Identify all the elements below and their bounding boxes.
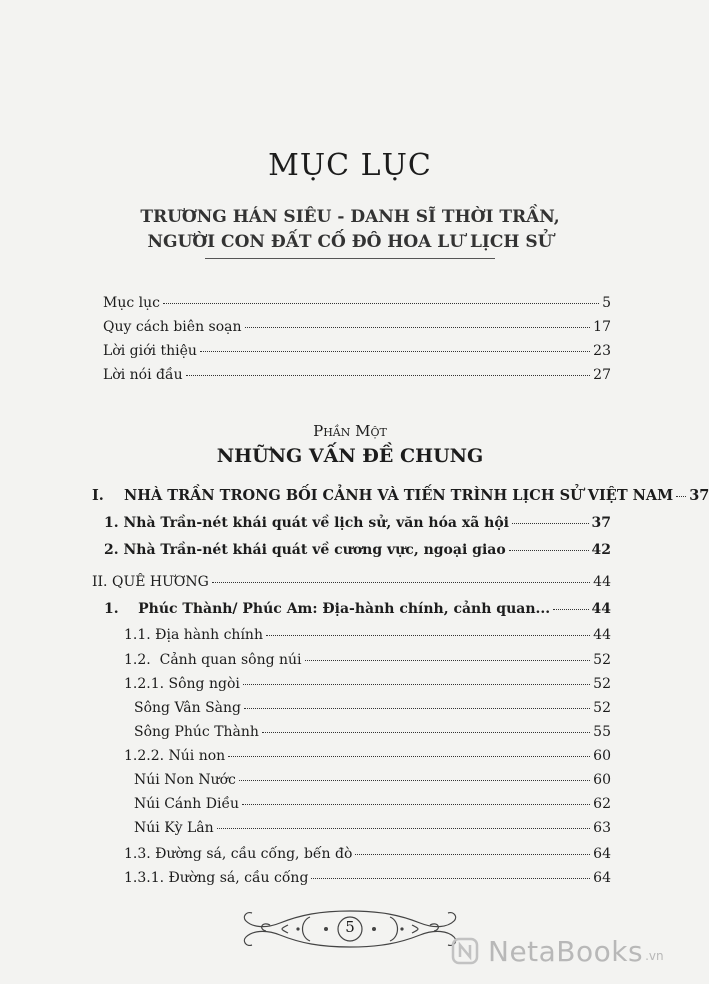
toc-entry <box>124 748 611 764</box>
leader-dots <box>243 684 590 685</box>
toc-entry-page: 44 <box>593 627 611 643</box>
toc-entry-label: 1. Phúc Thành/ Phúc Am: Địa-hành chính, cảnh quan... <box>104 601 551 617</box>
toc-entry-label: Núi Kỳ Lân <box>134 820 214 836</box>
leader-dots <box>512 523 589 524</box>
toc-entry-page: 52 <box>593 652 611 668</box>
toc-entry <box>104 601 611 617</box>
leader-dots <box>245 327 591 328</box>
leader-dots <box>212 582 590 583</box>
leader-dots <box>200 351 590 352</box>
toc-entry-page: 62 <box>593 796 611 812</box>
toc-entry-label: Sông Vân Sàng <box>134 700 242 716</box>
toc-entry-page: 60 <box>593 748 611 764</box>
part-label: Phần Một <box>313 422 387 440</box>
toc-entry-page: 44 <box>593 574 611 590</box>
part-title: NHỮNG VẤN ĐỀ CHUNG <box>216 445 484 467</box>
toc-entry <box>124 627 611 643</box>
toc-entry <box>134 700 611 716</box>
toc-entry-page: 17 <box>593 319 611 335</box>
toc-entry-page: 60 <box>593 772 611 788</box>
toc-entry-label: II. QUÊ HƯƠNG <box>92 574 209 590</box>
leader-dots <box>676 496 686 497</box>
toc-entry-label: 1.3. Đường sá, cầu cống, bến đò <box>124 846 353 862</box>
netabooks-logo-icon <box>450 936 480 966</box>
toc-entry-label: 1.2.1. Sông ngòi <box>124 676 240 692</box>
toc-entry-label: Mục lục <box>103 295 160 311</box>
toc-title: MỤC LỤC <box>268 148 432 183</box>
toc-entry <box>134 820 611 836</box>
toc-entry-page: 64 <box>593 846 611 862</box>
toc-entry <box>92 487 709 504</box>
toc-entry-page: 52 <box>593 676 611 692</box>
leader-dots <box>186 375 591 376</box>
leader-dots <box>553 609 588 610</box>
watermark-text: NetaBooks <box>488 934 644 968</box>
toc-entry-page: 42 <box>591 542 611 558</box>
toc-entry-page: 37 <box>591 515 611 531</box>
toc-entry-label: Núi Non Nước <box>134 772 236 788</box>
toc-entry-page: 63 <box>593 820 611 836</box>
book-subtitle-line-1: TRƯƠNG HÁN SIÊU - DANH SĨ THỜI TRẦN, <box>140 207 560 227</box>
book-subtitle-line-2: NGƯỜI CON ĐẤT CỐ ĐÔ HOA LƯ LỊCH SỬ <box>147 232 553 252</box>
watermark-suffix: .vn <box>645 949 664 963</box>
page-number: 5 <box>345 918 355 936</box>
toc-entry <box>103 319 611 335</box>
toc-entry <box>103 343 611 359</box>
toc-entry-label: Lời giới thiệu <box>103 343 197 359</box>
toc-entry-page: 55 <box>593 724 611 740</box>
toc-entry-page: 23 <box>593 343 611 359</box>
leader-dots <box>509 550 589 551</box>
leader-dots <box>244 708 590 709</box>
toc-entry-page: 44 <box>591 601 611 617</box>
leader-dots <box>311 878 590 879</box>
toc-entry <box>124 870 611 886</box>
toc-entry-page: 27 <box>593 367 611 383</box>
leader-dots <box>228 756 590 757</box>
toc-entry-label: 2. Nhà Trần-nét khái quát về cương vực, ngoại giao <box>104 542 506 558</box>
toc-entry <box>124 652 611 668</box>
toc-entry-page: 37 <box>689 487 709 504</box>
toc-entry-label: Núi Cánh Diều <box>134 796 240 812</box>
toc-entry <box>134 796 611 812</box>
toc-entry <box>124 846 611 862</box>
leader-dots <box>239 780 590 781</box>
leader-dots <box>163 303 599 304</box>
leader-dots <box>217 828 590 829</box>
toc-entry <box>124 676 611 692</box>
netabooks-watermark <box>450 934 664 968</box>
toc-entry-label: Lời nói đầu <box>103 367 183 383</box>
toc-entry-label: 1.1. Địa hành chính <box>124 627 263 643</box>
leader-dots <box>242 804 590 805</box>
toc-entry-label: Sông Phúc Thành <box>134 724 259 740</box>
toc-entry <box>104 542 611 558</box>
toc-entry <box>103 367 611 383</box>
leader-dots <box>266 635 590 636</box>
toc-entry-label: 1. Nhà Trần-nét khái quát về lịch sử, văn hóa xã hội <box>104 515 509 531</box>
toc-entry-label: 1.3.1. Đường sá, cầu cống <box>124 870 309 886</box>
toc-entry-page: 5 <box>602 295 611 311</box>
toc-entry-label: Quy cách biên soạn <box>103 319 242 335</box>
leader-dots <box>355 854 590 855</box>
toc-entry-page: 52 <box>593 700 611 716</box>
toc-entry <box>92 574 611 590</box>
toc-entry-label: 1.2. Cảnh quan sông núi <box>124 652 302 668</box>
leader-dots <box>262 732 590 733</box>
toc-entry-page: 64 <box>593 870 611 886</box>
title-underline <box>205 258 495 259</box>
toc-entry <box>103 295 611 311</box>
leader-dots <box>305 660 591 661</box>
toc-entry <box>134 724 611 740</box>
toc-entry-label: 1.2.2. Núi non <box>124 748 226 764</box>
toc-entry <box>134 772 611 788</box>
toc-entry-label: I. NHÀ TRẦN TRONG BỐI CẢNH VÀ TIẾN TRÌNH LỊCH SỬ VIỆT NAM <box>92 487 674 504</box>
toc-entry <box>104 515 611 531</box>
